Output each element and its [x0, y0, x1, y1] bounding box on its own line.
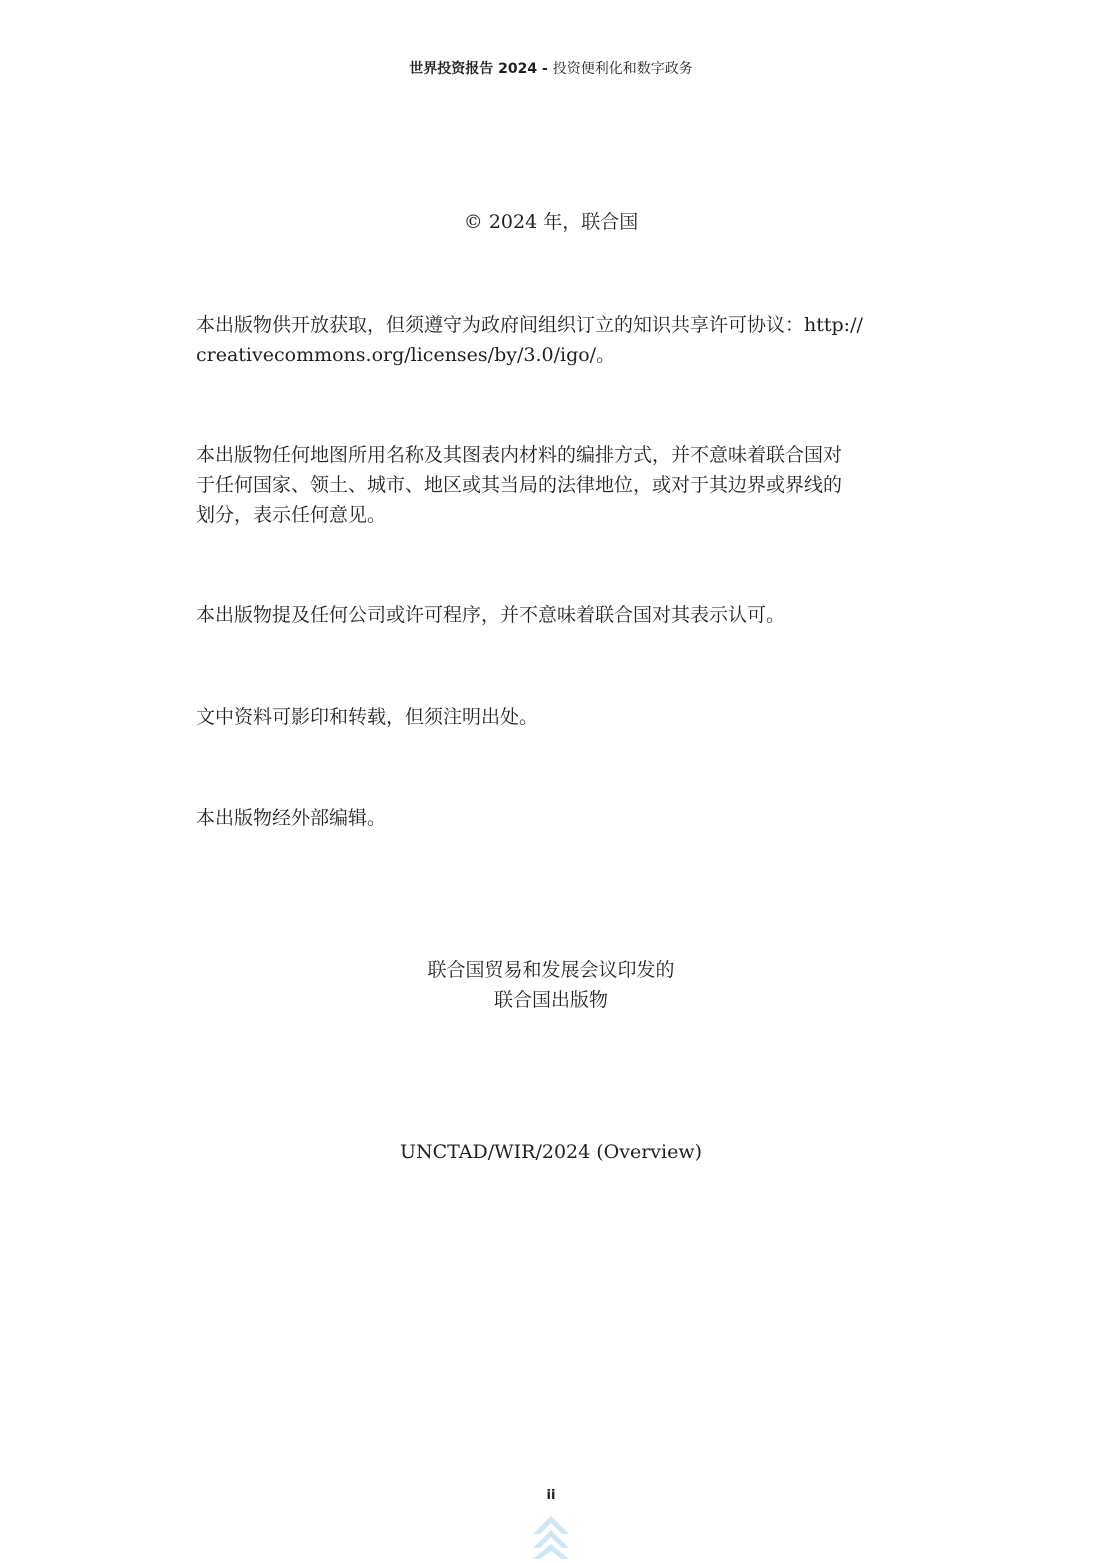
maps-disclaimer-paragraph [196, 440, 908, 530]
editing-paragraph [196, 803, 908, 833]
running-header [0, 58, 1102, 78]
publisher-line-1: 联合国贸易和发展会议印发的 [427, 959, 675, 981]
maps-disclaimer-line: 划分，表示任何意见。 [196, 504, 387, 526]
publisher-line-2: 联合国出版物 [493, 989, 608, 1011]
companies-disclaimer-paragraph [196, 600, 908, 630]
header-separator: - [537, 61, 553, 77]
companies-disclaimer-line: 本出版物提及任何公司或许可程序，并不意味着联合国对其表示认可。 [196, 604, 786, 626]
header-title: 世界投资报告 2024 [409, 61, 538, 77]
header-subtitle: 投资便利化和数字政务 [552, 61, 693, 77]
reproduction-paragraph [196, 702, 908, 732]
maps-disclaimer-line: 于任何国家、领土、城市、地区或其当局的法律地位，或对于其边界或界线的 [196, 474, 843, 496]
license-paragraph [196, 310, 908, 370]
copyright-notice: © 2024 年，联合国 [463, 211, 639, 233]
document-symbol: UNCTAD/WIR/2024 (Overview) [399, 1141, 703, 1163]
editing-line: 本出版物经外部编辑。 [196, 807, 387, 829]
scroll-up-icon[interactable] [531, 1514, 571, 1559]
publisher-block [0, 955, 1102, 1015]
page-number: ii [546, 1488, 556, 1503]
reproduction-line: 文中资料可影印和转载，但须注明出处。 [196, 706, 539, 728]
license-url-line: creativecommons.org/licenses/by/3.0/igo/。 [196, 344, 616, 366]
license-line: 本出版物供开放获取，但须遵守为政府间组织订立的知识共享许可协议：http:// [196, 314, 863, 336]
maps-disclaimer-line: 本出版物任何地图所用名称及其图表内材料的编排方式，并不意味着联合国对 [196, 444, 843, 466]
